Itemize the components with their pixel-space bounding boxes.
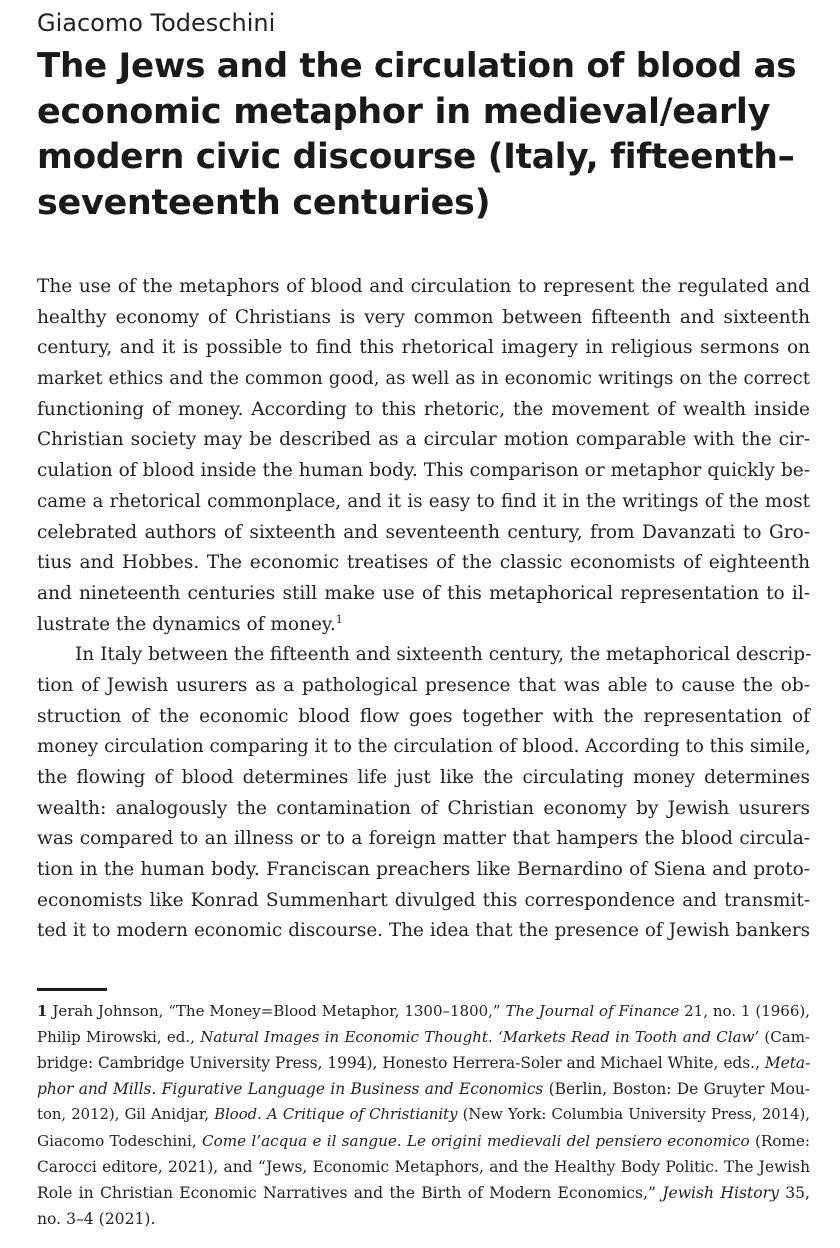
footnote-line xyxy=(37,1076,810,1102)
footnote-line xyxy=(37,1180,810,1206)
text-fragment: lustrate the dynamics of money. xyxy=(37,613,336,635)
footnote-text: ton, 2012), Gil Anidjar, xyxy=(37,1106,215,1123)
text-line: struction of the economic blood flow goes together with the representation of xyxy=(37,705,810,727)
paragraph-2 xyxy=(37,640,810,947)
title-line: economic metaphor in medieval/early xyxy=(37,91,771,132)
text-line: ted it to modern economic discourse. The idea that the presence of Jewish bankers xyxy=(37,920,810,942)
footnote-number: 1 xyxy=(37,1002,48,1020)
text-line: Christian society may be described as a circular motion comparable with the cir- xyxy=(37,429,810,451)
footnote-text: Role in Christian Economic Narratives and the Birth of Modern Economics,” xyxy=(37,1184,663,1202)
footnote-text: Philip Mirowski, ed., xyxy=(37,1028,201,1046)
text-line: and nineteenth centuries still make use of this metaphorical representation to il- xyxy=(37,582,810,604)
footnote-text: (Rome: xyxy=(749,1132,810,1150)
footnote-line xyxy=(37,1050,810,1076)
text-line: celebrated authors of sixteenth and seventeenth century, from Davanzati to Gro- xyxy=(37,521,810,543)
footnote-line xyxy=(37,1102,810,1128)
footnote-title: Meta- xyxy=(764,1054,811,1072)
footnote-line: no. 3–4 (2021). xyxy=(37,1210,156,1228)
footnote-title: The Journal of Finance xyxy=(505,1002,680,1020)
footnote-line: Carocci editore, 2021), and “Jews, Economic Metaphors, and the Healthy Body Politic. The Jewish xyxy=(37,1158,810,1176)
text-line: functioning of money. According to this rhetoric, the movement of wealth inside xyxy=(37,398,810,420)
text-line: market ethics and the common good, as well as in economic writings on the correct xyxy=(37,368,810,390)
text-line: economists like Konrad Summenhart divulged this correspondence and transmit- xyxy=(37,889,810,911)
text-line: tius and Hobbes. The economic treatises of the classic economists of eighteenth xyxy=(37,552,810,574)
footnote-divider xyxy=(37,988,107,991)
footnote-title: phor and Mills. Figurative Language in Business and Economics xyxy=(37,1080,544,1098)
article-title xyxy=(37,44,797,226)
footnote-marker[interactable]: 1 xyxy=(335,612,343,626)
text-line: In Italy between the fifteenth and sixteenth century, the metaphorical descrip- xyxy=(75,644,812,666)
title-line: seventeenth centuries) xyxy=(37,182,491,223)
footnote-title: Come l’acqua e il sangue. Le origini medievali del pensiero economico xyxy=(201,1132,750,1150)
text-line: the flowing of blood determines life just like the circulating money determines xyxy=(37,767,810,788)
footnote-text: (Berlin, Boston: De Gruyter Mou- xyxy=(543,1080,810,1098)
footnote-text: bridge: Cambridge University Press, 1994), Honesto Herrera-Soler and Michael White, eds., xyxy=(37,1054,765,1072)
text-line: tion of Jewish usurers as a pathological presence that was able to cause the ob- xyxy=(37,674,810,696)
footnote-text: (Cam- xyxy=(759,1028,810,1046)
title-line: modern civic discourse (Italy, fifteenth– xyxy=(37,137,795,177)
footnote-text: (New York: Columbia University Press, 2014), xyxy=(457,1106,810,1123)
footnote-1 xyxy=(37,998,810,1232)
paragraph-1 xyxy=(37,272,810,640)
footnote-title: Blood. A Critique of Christianity xyxy=(214,1106,458,1123)
footnote-line xyxy=(37,1024,810,1050)
text-line: healthy economy of Christians is very common between fifteenth and sixteenth xyxy=(37,306,810,328)
text-line: came a rhetorical commonplace, and it is easy to find it in the writings of the most xyxy=(37,490,810,512)
text-line: money circulation comparing it to the circulation of blood. According to this simile, xyxy=(37,736,811,758)
footnote-title: Natural Images in Economic Thought. ‘Markets Read in Tooth and Claw’ xyxy=(200,1028,760,1046)
text-line: century, and it is possible to find this rhetorical imagery in religious sermons on xyxy=(37,337,810,359)
text-line: The use of the metaphors of blood and circulation to represent the regulated and xyxy=(37,276,810,297)
text-line: was compared to an illness or to a foreign matter that hampers the blood circula- xyxy=(37,828,810,850)
text-line-last xyxy=(37,610,810,641)
text-line: tion in the human body. Franciscan preachers like Bernardino of Siena and proto- xyxy=(37,859,810,881)
footnote-title: Jewish History xyxy=(662,1184,779,1202)
author-name: Giacomo Todeschini xyxy=(37,9,276,37)
footnote-line xyxy=(37,1128,810,1154)
footnote-text: 35, xyxy=(778,1184,810,1202)
body-text xyxy=(37,272,810,947)
title-line: The Jews and the circulation of blood as xyxy=(37,46,797,86)
text-line: wealth: analogously the contamination of Christian economy by Jewish usurers xyxy=(37,797,810,819)
footnote-text: Giacomo Todeschini, xyxy=(37,1132,202,1150)
footnote-text: 21, no. 1 (1966), xyxy=(679,1002,810,1020)
text-line: culation of blood inside the human body. This comparison or metaphor quickly be- xyxy=(37,460,810,482)
footnote-line xyxy=(37,998,810,1024)
footnote-text: Jerah Johnson, “The Money=Blood Metaphor, 1300–1800,” xyxy=(52,1002,506,1020)
